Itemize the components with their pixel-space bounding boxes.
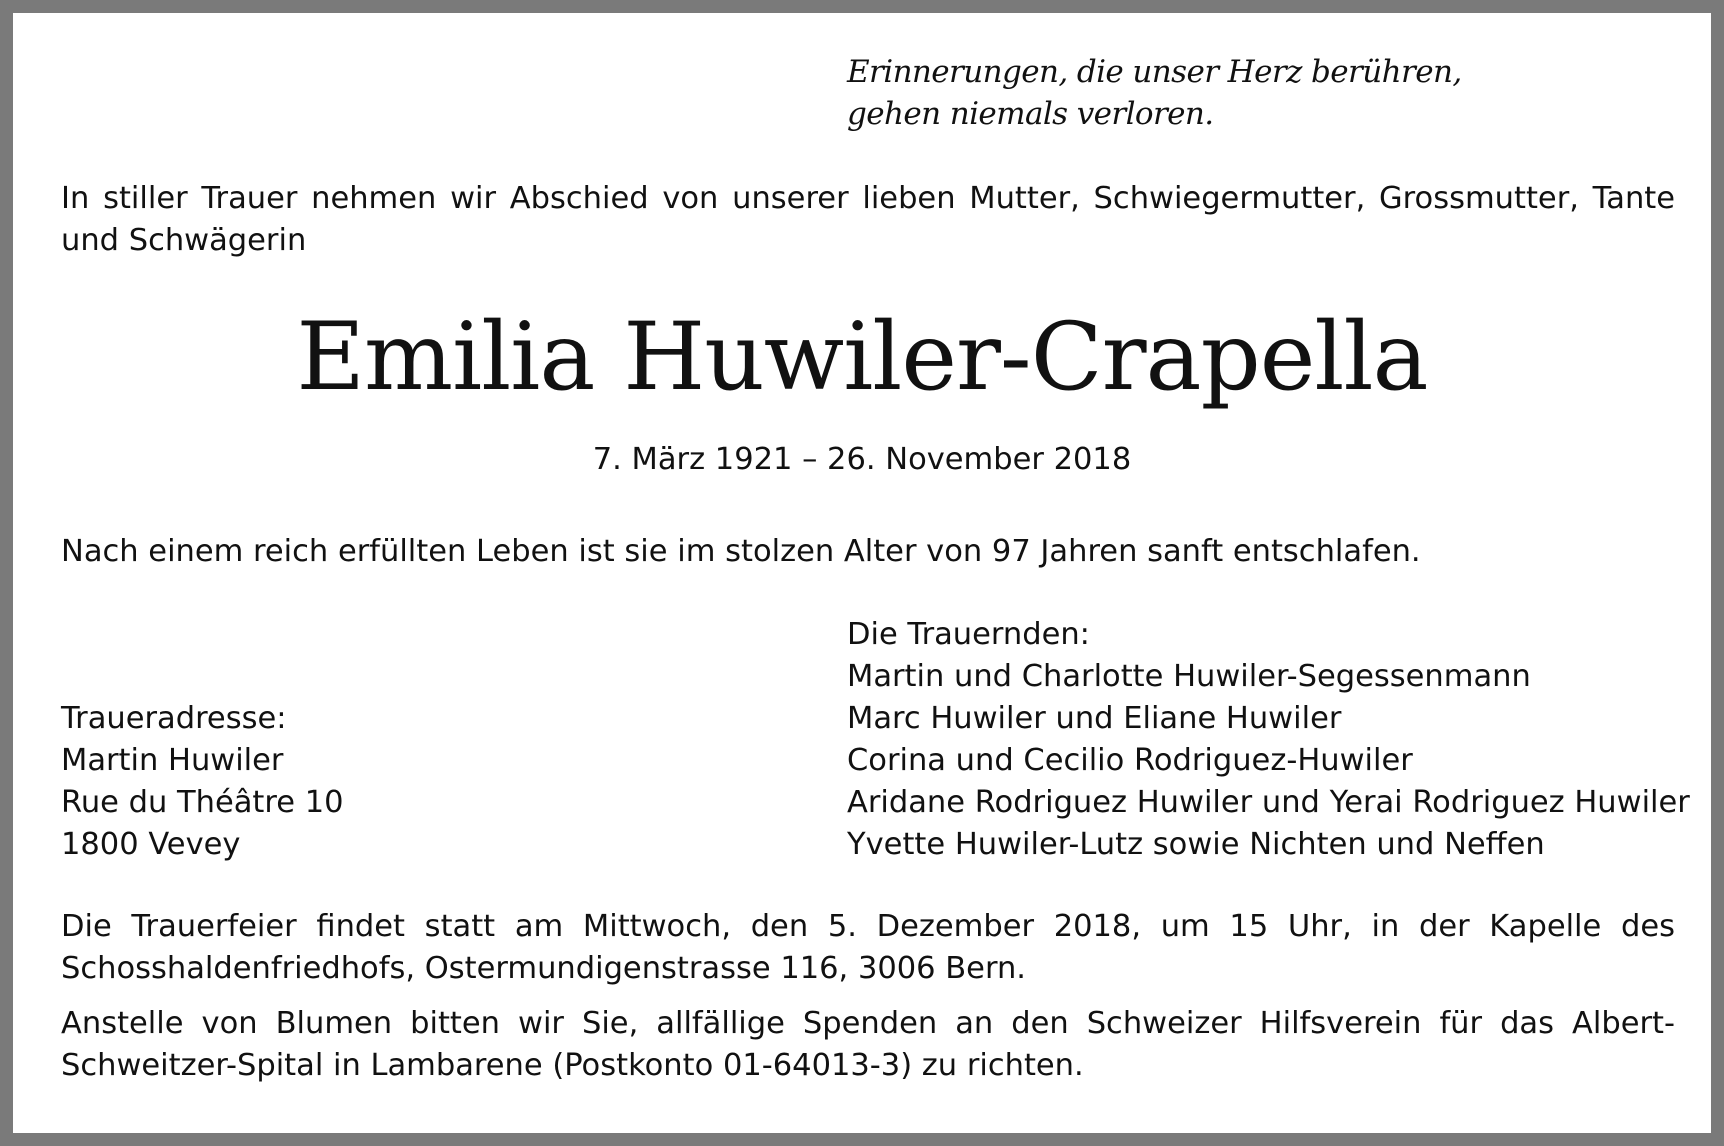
address-heading: Traueradresse: — [61, 701, 287, 736]
mourners-heading: Die Trauernden: — [847, 617, 1090, 652]
deceased-name: Emilia Huwiler-Crapella — [296, 303, 1428, 412]
mourner-line: Martin und Charlotte Huwiler-Segessenmann — [847, 659, 1531, 694]
motto-line-1: Erinnerungen, die unser Herz berühren, — [847, 54, 1462, 90]
motto-line-2: gehen niemals verloren. — [847, 96, 1214, 132]
mourning-address — [61, 698, 344, 866]
donation-request: Anstelle von Blumen bitten wir Sie, allfällige Spenden an den Schweizer Hilfsverein für das Albert-Schweitzer-Spital in Lambarene (Postkonto 01-64013-3) zu richten. — [61, 1006, 1675, 1083]
address-line: Rue du Théâtre 10 — [61, 785, 344, 820]
obituary-notice — [13, 13, 1711, 1133]
mourner-line: Yvette Huwiler-Lutz sowie Nichten und Neffen — [847, 827, 1545, 862]
life-statement: Nach einem reich erfüllten Leben ist sie im stolzen Alter von 97 Jahren sanft entschlafen. — [61, 534, 1421, 569]
motto-quote — [847, 51, 1462, 135]
mourners-list — [847, 614, 1690, 866]
mourner-line: Marc Huwiler und Eliane Huwiler — [847, 701, 1342, 736]
notice-frame — [13, 13, 1711, 1133]
address-line: 1800 Vevey — [61, 827, 241, 862]
intro-text: In stiller Trauer nehmen wir Abschied von unserer lieben Mutter, Schwiegermutter, Grossmutter, Tante und Schwägerin — [61, 181, 1675, 258]
address-line: Martin Huwiler — [61, 743, 284, 778]
ceremony-info: Die Trauerfeier findet statt am Mittwoch, den 5. Dezember 2018, um 15 Uhr, in der Kapelle des Schosshaldenfriedhofs, Ostermundigenstrasse 116, 3006 Bern. — [61, 909, 1675, 986]
mourner-line: Corina und Cecilio Rodriguez-Huwiler — [847, 743, 1413, 778]
mourner-line: Aridane Rodriguez Huwiler und Yerai Rodriguez Huwiler — [847, 785, 1690, 820]
life-dates: 7. März 1921 – 26. November 2018 — [592, 442, 1132, 477]
